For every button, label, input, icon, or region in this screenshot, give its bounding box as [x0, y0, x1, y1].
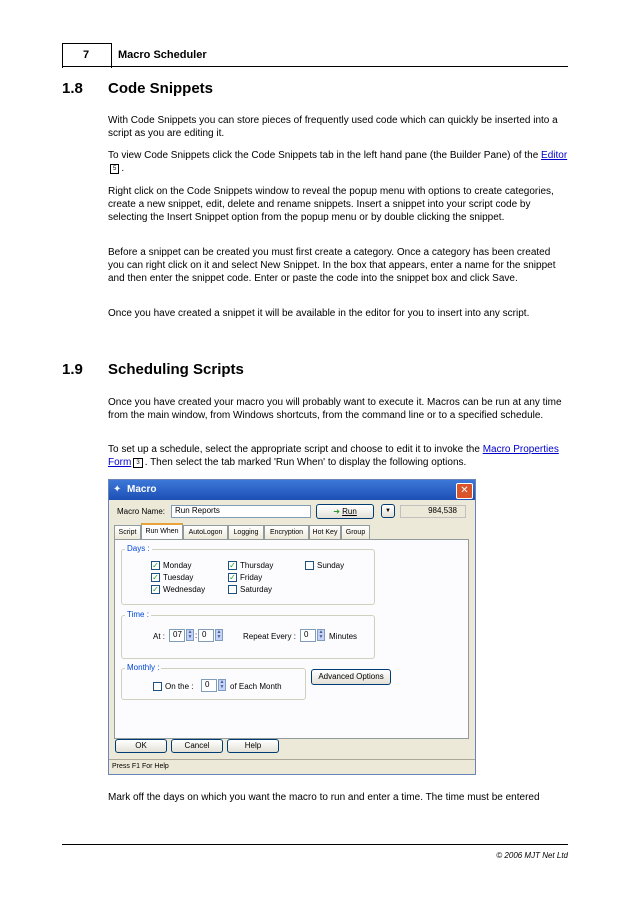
status-bar: Press F1 For Help [109, 759, 475, 774]
dialog-title: Macro [127, 484, 157, 495]
advanced-options-button[interactable]: Advanced Options [311, 669, 391, 685]
on-the-label: On the : [165, 682, 194, 691]
tab-script[interactable]: Script [114, 525, 141, 539]
paragraph: Once you have created your macro you will probably want to execute it. Macros can be run at any time from the main window, from Windows shortcuts, from the command line or to a specified schedule. [108, 397, 562, 421]
section-title: Scheduling Scripts [108, 361, 244, 378]
repeat-spinner[interactable]: ▲ ▼ [318, 629, 324, 640]
day-of-month-spinner[interactable]: ▲ ▼ [219, 679, 225, 690]
macro-name-input[interactable]: Run Reports [171, 505, 311, 518]
monthly-group-label: Monthly : [127, 663, 160, 672]
wednesday-checkbox[interactable]: ✓ [152, 585, 159, 594]
section-number: 1.9 [62, 361, 83, 378]
minute-spinner[interactable]: ▲ ▼ [216, 629, 222, 640]
tuesday-checkbox[interactable]: ✓ [152, 573, 159, 582]
time-separator: : [195, 631, 198, 640]
macro-dialog [108, 479, 476, 775]
paragraph: To set up a schedule, select the appropriate script and choose to edit it to invoke the Macro Properties Form 3 . Then select the tab marked 'Run When' to display the following options. [108, 444, 559, 468]
days-group-label: Days : [127, 544, 150, 553]
saturday-label: Saturday [240, 585, 273, 594]
tab-group[interactable]: Group [341, 525, 370, 539]
tab-autologon[interactable]: AutoLogon [183, 525, 228, 539]
hour-input[interactable]: 07 [169, 629, 185, 642]
macro-properties-link[interactable]: Macro Properties Form [108, 444, 559, 468]
time-group-label: Time : [127, 610, 149, 619]
section-number: 1.8 [62, 80, 83, 97]
sunday-checkbox[interactable] [305, 561, 314, 570]
page-ref[interactable]: 5 [110, 164, 119, 174]
counter-display: 984,538 [400, 505, 466, 518]
footer-rule [62, 844, 568, 845]
paragraph: Right click on the Code Snippets window to reveal the popup menu with options to create categories, create a new snippet, edit, delete and rename snippets. Insert a snippet into your script code by selecting the Insert Snippet option from the popup menu or by double clicking the snippet. [108, 186, 554, 223]
minutes-label: Minutes [329, 632, 358, 641]
tab-hot-key[interactable]: Hot Key [309, 525, 341, 539]
header-rule [62, 66, 568, 67]
minute-input[interactable]: 0 [198, 629, 214, 642]
on-the-checkbox[interactable] [153, 682, 162, 691]
ok-button[interactable]: OK [115, 739, 167, 753]
running-header-title: Macro Scheduler [118, 49, 207, 61]
cancel-button[interactable]: Cancel [171, 739, 223, 753]
tab-logging[interactable]: Logging [228, 525, 264, 539]
page-number: 7 [82, 49, 90, 61]
editor-link[interactable]: Editor [541, 150, 568, 161]
app-icon: ✦ [113, 484, 122, 495]
repeat-input[interactable]: 0 [300, 629, 316, 642]
monday-label: Monday [163, 561, 192, 570]
macro-name-label: Macro Name: [117, 507, 166, 516]
thursday-label: Thursday [240, 561, 274, 570]
help-button[interactable]: Help [227, 739, 279, 753]
chevron-down-icon: ▼ [385, 508, 391, 514]
monday-checkbox[interactable]: ✓ [152, 561, 159, 570]
page-ref[interactable]: 3 [133, 458, 142, 468]
thursday-checkbox[interactable]: ✓ [229, 561, 236, 570]
paragraph: Once you have created a snippet it will be available in the editor for you to insert into any script. [108, 308, 530, 319]
close-icon[interactable]: ✕ [456, 483, 473, 499]
friday-checkbox[interactable]: ✓ [229, 573, 236, 582]
run-button[interactable]: ➜ Run [316, 504, 374, 519]
paragraph: Mark off the days on which you want the macro to run and enter a time. The time must be entered [108, 792, 540, 803]
tab-run-when[interactable]: Run When [141, 523, 183, 540]
tab-encryption[interactable]: Encryption [264, 525, 309, 539]
tuesday-label: Tuesday [163, 573, 194, 582]
hour-spinner[interactable]: ▲ ▼ [187, 629, 193, 640]
saturday-checkbox[interactable] [228, 585, 237, 594]
wednesday-label: Wednesday [163, 585, 206, 594]
day-of-month-input[interactable]: 0 [201, 679, 217, 692]
sunday-label: Sunday [317, 561, 345, 570]
paragraph: With Code Snippets you can store pieces of frequently used code which can quickly be inserted into a script as you are editing it. [108, 115, 558, 139]
repeat-every-label: Repeat Every : [243, 632, 296, 641]
paragraph: Before a snippet can be created you must first create a category. Once a category has been created you can right click on it and select New Snippet. In the box that appears, enter a name for the snippet and then enter the snippet code. Enter or paste the code into the snippet box and click Save. [108, 247, 556, 284]
paragraph: To view Code Snippets click the Code Snippets tab in the left hand pane (the Builder Pane) of the Editor5 . [108, 150, 568, 174]
each-month-label: of Each Month [230, 682, 282, 691]
dropdown-button[interactable] [381, 504, 395, 518]
at-label: At : [153, 632, 166, 641]
section-title: Code Snippets [108, 80, 214, 97]
dialog-titlebar [109, 480, 475, 500]
run-icon: ➜ [333, 507, 340, 516]
run-when-panel [114, 539, 469, 739]
copyright: © 2006 MJT Net Ltd [496, 851, 568, 860]
friday-label: Friday [240, 573, 263, 582]
